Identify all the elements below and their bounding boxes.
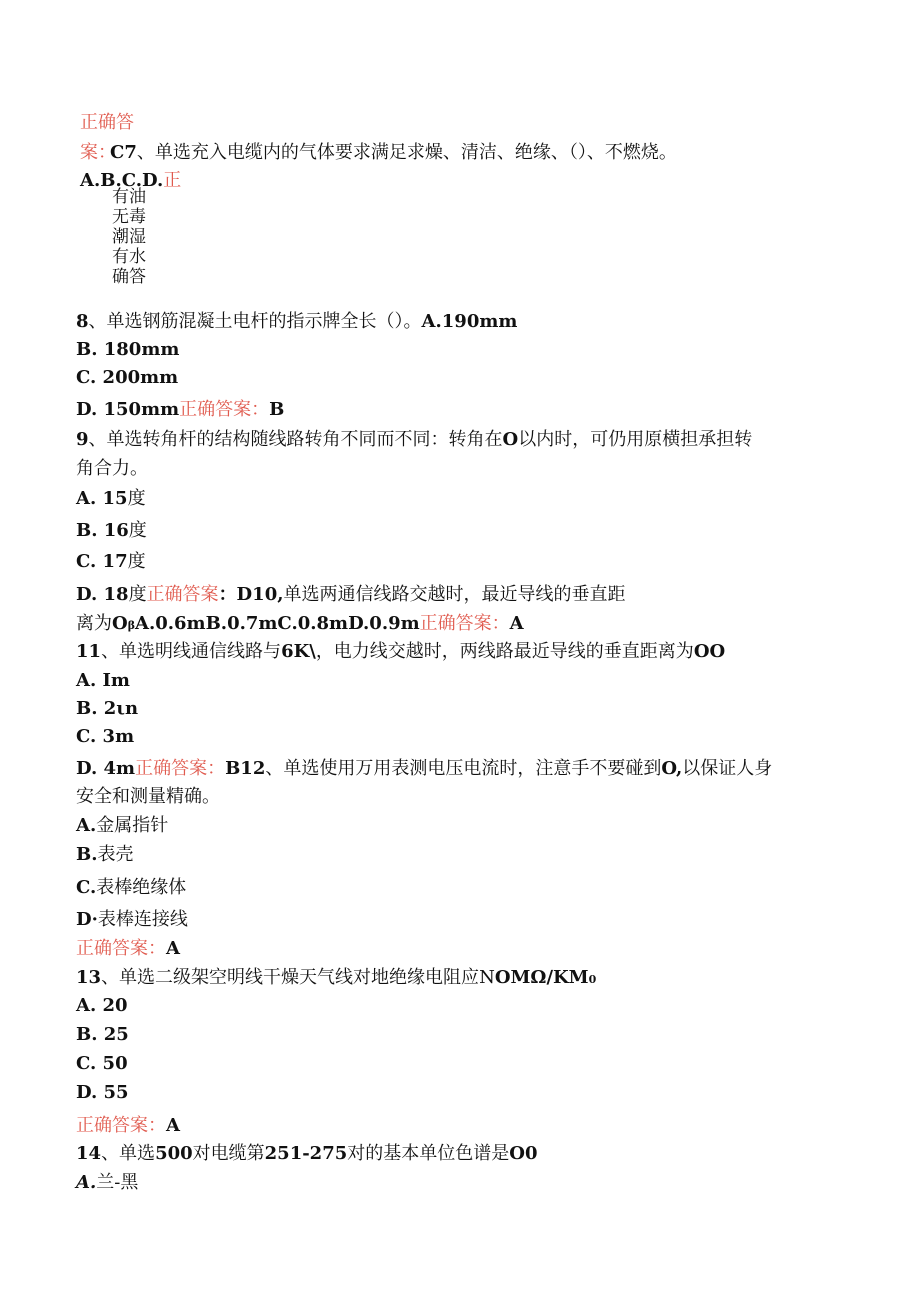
- q8-option-c: C. 200mm: [76, 367, 179, 388]
- q12-answer: A: [166, 938, 180, 959]
- q12-option-d: D·表棒连接线: [76, 909, 188, 930]
- q13-stem-subscript: 0: [588, 973, 597, 986]
- q11-option-c: C. 3m: [76, 726, 135, 747]
- q13-option-a: A. 20: [76, 995, 128, 1016]
- q14-stem: [76, 1143, 537, 1165]
- q13-number: 13: [76, 967, 102, 988]
- q10-subscript: β: [127, 619, 135, 632]
- q7-option-b: 无毒: [112, 207, 146, 227]
- q11-option-d: D. 4m: [76, 758, 136, 779]
- q7-option-c: 潮湿: [112, 227, 146, 247]
- q11-option-d-row: [76, 758, 772, 780]
- q14-stem-text-1: 、单选: [101, 1143, 156, 1164]
- q10-answer: A: [509, 613, 524, 634]
- q14-stem-text-3: 对的基本单位色谱是: [347, 1143, 510, 1164]
- q7-stem-text: 、单选充入电缆内的气体要求满足求燥、清洁、绝缘、（）、不燃烧。: [136, 142, 677, 163]
- q11-option-b: B. 2ιn: [76, 698, 139, 719]
- q13-option-d: D. 55: [76, 1082, 129, 1103]
- q14-stem-value-1: 500: [155, 1143, 193, 1164]
- q8-option-d-row: [76, 399, 284, 421]
- q14-number: 14: [76, 1143, 102, 1164]
- q13-answer-label: 正确答案：: [76, 1115, 166, 1136]
- q7-answer-fragment-2: 确答: [112, 267, 146, 287]
- q7-answer-fragment: 正: [163, 170, 182, 191]
- q11-answer-label: 正确答案：: [135, 758, 226, 779]
- q10-stem-blank: O: [112, 613, 128, 634]
- q8-option-a: A.190mm: [421, 311, 518, 332]
- q11-stem: [76, 641, 725, 663]
- q9-number: 9: [76, 429, 89, 450]
- q10-answer-label: 正确答案：: [419, 613, 510, 634]
- q11-stem-value: 6K\: [281, 641, 316, 662]
- q11-number: 11: [76, 641, 102, 662]
- q9-stem-line1: [76, 429, 752, 451]
- q8-option-d: D. 150mm: [76, 399, 180, 420]
- q14-stem-blank: O0: [509, 1143, 538, 1164]
- q9-answer-label: 正确答案: [146, 584, 219, 605]
- q14-stem-value-2: 251-275: [264, 1143, 348, 1164]
- q11-option-a: A. Im: [76, 670, 130, 691]
- q14-option-a: A.兰-黑: [76, 1172, 139, 1193]
- q9-stem-line2: 角合力。: [76, 458, 148, 479]
- q12-stem-line2: 安全和测量精确。: [76, 786, 220, 807]
- q13-stem-n: N: [479, 967, 495, 988]
- q9-answer-and-q10-number: ：D10,: [218, 584, 284, 605]
- q13-option-c: C. 50: [76, 1053, 128, 1074]
- q7-answer-label-top: 正确答: [80, 112, 134, 133]
- q10-stem-text-2: 离为: [76, 613, 112, 634]
- q7-answer-label-left: 案：: [80, 142, 116, 163]
- q9-option-d-label: D. 18: [76, 584, 129, 605]
- q9-option-b: B. 16度: [76, 520, 147, 541]
- q12-answer-row: [76, 938, 180, 960]
- q9-option-a: A. 15度: [76, 488, 146, 509]
- q13-stem-text: 、单选二级架空明线干燥天气线对地绝缘电阻应: [101, 967, 480, 988]
- q8-answer: B: [269, 399, 285, 420]
- q9-option-d-unit: 度: [128, 584, 147, 605]
- q8-option-b: B. 180mm: [76, 339, 180, 360]
- q7-option-d: 有水: [112, 247, 146, 267]
- q11-stem-text-1: 、单选明线通信线路与: [101, 641, 282, 662]
- q11-stem-blank: OO: [693, 641, 726, 662]
- q12-stem-text-1: 、单选使用万用表测电压电流时，注意手不要碰到: [265, 758, 662, 779]
- q8-stem-text: 、单选钢筋混凝土电杆的指示牌全长（）。: [88, 311, 422, 332]
- q7-option-a: 有油: [112, 187, 146, 207]
- q9-option-c: C. 17度: [76, 551, 146, 572]
- q10-stem-text: 单选两通信线路交越时，最近导线的垂直距: [283, 584, 626, 605]
- q9-stem-text-c: 以内时，可仍用原横担承担转: [518, 429, 753, 450]
- q12-option-a: A.金属指针: [76, 815, 169, 836]
- q14-stem-text-2: 对电缆第: [192, 1143, 265, 1164]
- q12-answer-label: 正确答案：: [76, 938, 166, 959]
- q13-answer: A: [166, 1115, 180, 1136]
- q13-answer-row: [76, 1115, 180, 1137]
- q12-option-c: C.表棒绝缘体: [76, 877, 187, 898]
- q12-stem-blank: O,: [661, 758, 683, 779]
- q8-number: 8: [76, 311, 89, 332]
- q10-stem-line2: [76, 613, 524, 637]
- q12-stem-text-2: 以保证人身: [682, 758, 773, 779]
- q8-stem: [76, 311, 517, 333]
- q9-option-d-row: [76, 584, 626, 606]
- q7-option-letters: A.B.C.D.: [80, 170, 164, 191]
- q7-number: C7: [110, 142, 137, 163]
- q9-stem-blank: O: [502, 429, 519, 450]
- q13-option-b: B. 25: [76, 1024, 129, 1045]
- q10-options: A.0.6mB.0.7mC.0.8mD.0.9m: [135, 613, 420, 634]
- q8-answer-label: 正确答案：: [179, 399, 270, 420]
- q7-stem: [110, 142, 677, 164]
- q13-stem-unit: OMΩ∕KM: [494, 967, 589, 988]
- q9-stem-text-a: 、单选转角杆的结构随线路转角不同而不同：转角在: [88, 429, 503, 450]
- q13-stem: [76, 967, 596, 991]
- q11-stem-text-2: ，电力线交越时，两线路最近导线的垂直距离为: [315, 641, 694, 662]
- q12-option-b: B.表壳: [76, 844, 134, 865]
- q11-answer-and-q12-number: B12: [225, 758, 266, 779]
